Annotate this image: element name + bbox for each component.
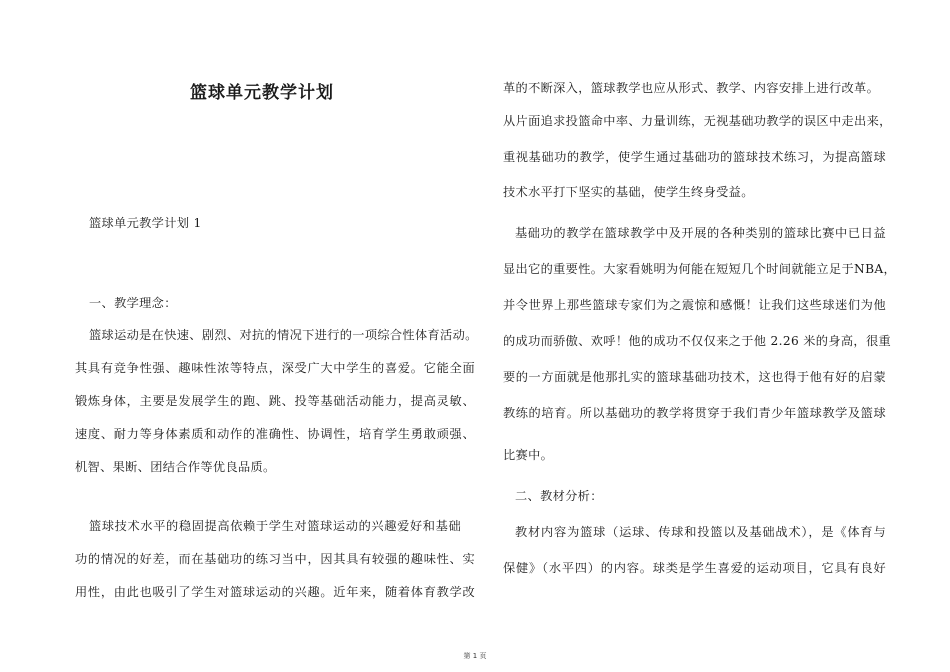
paragraph-line: 速度、耐力等身体素质和动作的准确性、协调性，培育学生勇敢顽强、 <box>75 427 475 441</box>
paragraph-line: 用性，由此也吸引了学生对篮球运动的兴趣。近年来，随着体育教学改 <box>75 585 475 599</box>
paragraph-line: 篮球运动是在快速、剧烈、对抗的情况下进行的一项综合性体育活动。 <box>89 328 478 342</box>
paragraph-line: 技术水平打下坚实的基础，使学生终身受益。 <box>503 185 754 199</box>
document-subtitle: 篮球单元教学计划 1 <box>89 216 202 230</box>
paragraph-line: 基础功的教学在篮球教学中及开展的各种类别的篮球比赛中已日益 <box>515 226 886 240</box>
paragraph-line: 教练的培育。所以基础功的教学将贯穿于我们青少年篮球教学及篮球 <box>503 406 886 420</box>
paragraph-line: 篮球技术水平的稳固提高依赖于学生对篮球运动的兴趣爱好和基础 <box>89 519 461 533</box>
paragraph-line: 的成功而骄傲、欢呼！他的成功不仅仅来之于他 2.26 米的身高，很重 <box>503 334 892 348</box>
section-heading-teaching-philosophy: 一、教学理念： <box>89 296 177 310</box>
page-number: 第 1 页 <box>463 652 487 660</box>
paragraph-line: 其具有竞争性强、趣味性浓等特点，深受广大中学生的喜爱。它能全面 <box>75 361 475 375</box>
document-title: 篮球单元教学计划 <box>190 83 334 103</box>
paragraph-line: 教材内容为篮球（运球、传球和投篮以及基础战术），是《体育与 <box>515 525 886 539</box>
paragraph-line: 要的一方面就是他那扎实的篮球基础功技术，这也得于他有好的启蒙 <box>503 370 886 384</box>
section-heading-material-analysis: 二、教材分析： <box>515 489 603 503</box>
paragraph-line: 并令世界上那些篮球专家们为之震惊和感慨！让我们这些球迷们为他 <box>503 298 886 312</box>
paragraph-line: 机智、果断、团结合作等优良品质。 <box>75 460 276 474</box>
paragraph-line: 显出它的重要性。大家看姚明为何能在短短几个时间就能立足于NBA， <box>503 262 897 276</box>
paragraph-line: 保健》（水平四）的内容。球类是学生喜爱的运动项目，它具有良好 <box>503 561 886 575</box>
paragraph-line: 革的不断深入，篮球教学也应从形式、教学、内容安排上进行改革。 <box>503 81 880 95</box>
paragraph-line: 锻炼身体，主要是发展学生的跑、跳、投等基础活动能力，提高灵敏、 <box>75 394 475 408</box>
paragraph-line: 从片面追求投篮命中率、力量训练，无视基础功教学的误区中走出来， <box>503 114 892 128</box>
paragraph-line: 比赛中。 <box>503 448 554 462</box>
paragraph-line: 重视基础功的教学，使学生通过基础功的篮球技术练习，为提高篮球 <box>503 150 886 164</box>
paragraph-line: 功的情况的好差，而在基础功的练习当中，因其具有较强的趣味性、实 <box>75 552 475 566</box>
